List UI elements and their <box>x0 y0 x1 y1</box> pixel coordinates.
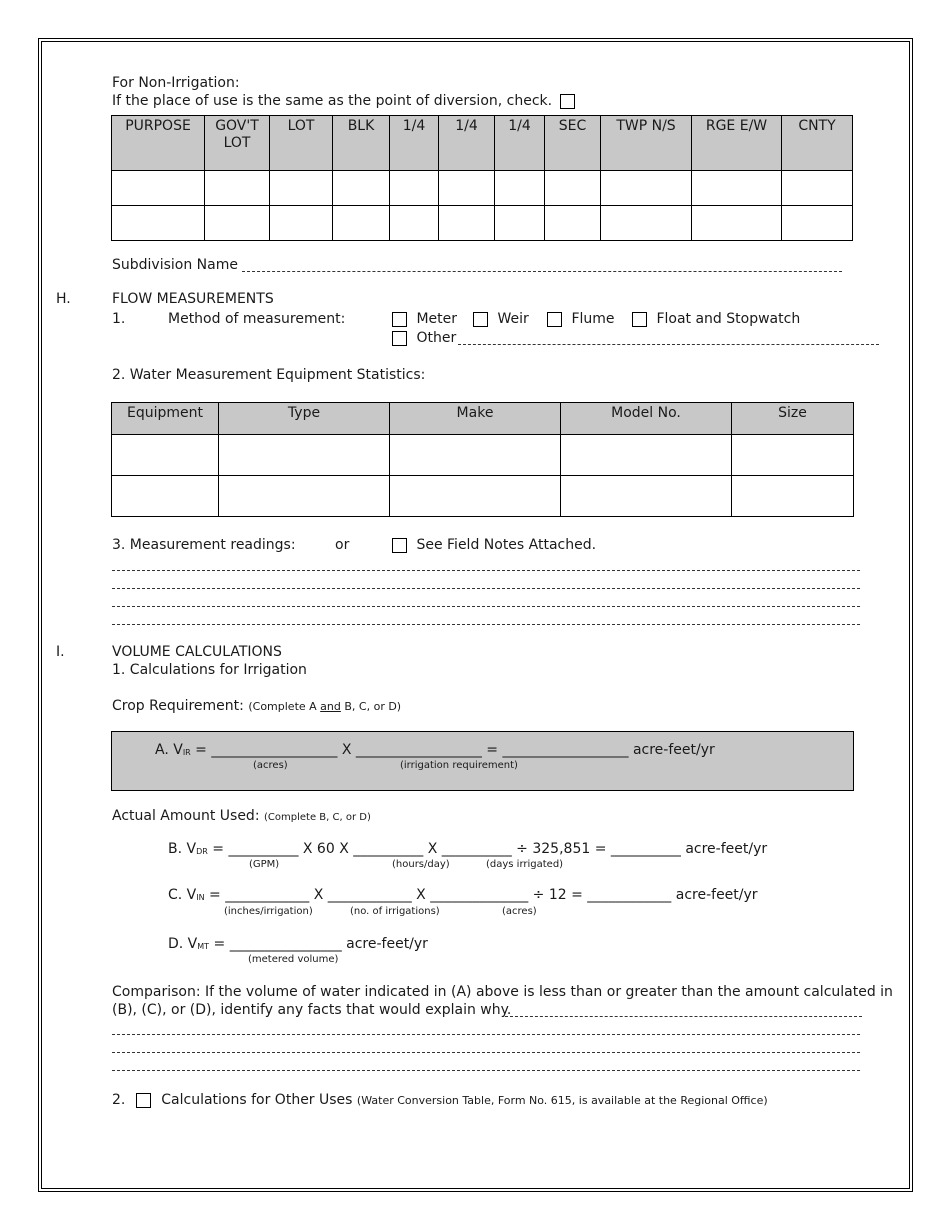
other-uses-label: Calculations for Other Uses <box>161 1092 353 1108</box>
table-cell[interactable] <box>112 171 205 206</box>
formula-c-caption-irrigations: (no. of irrigations) <box>350 906 440 917</box>
col-quarter-3: 1/4 <box>495 116 545 171</box>
table-cell[interactable] <box>112 435 219 476</box>
table-row <box>112 476 854 517</box>
comparison-line[interactable] <box>112 1034 860 1035</box>
formula-b-caption-hours: (hours/day) <box>392 859 450 870</box>
formula-a: A. $V_{IR}$ = __________________ X __________________ = __________________ acre-feet/yr <box>155 742 715 758</box>
field-notes-checkbox[interactable] <box>392 538 407 553</box>
col-size: Size <box>732 403 854 435</box>
or-label: or <box>335 537 350 553</box>
weir-checkbox[interactable] <box>473 312 488 327</box>
formula-b-caption-gpm: (GPM) <box>249 859 280 870</box>
flume-checkbox[interactable] <box>547 312 562 327</box>
table-cell[interactable] <box>390 171 439 206</box>
table-cell[interactable] <box>561 435 732 476</box>
table-cell[interactable] <box>782 206 853 241</box>
col-cnty: CNTY <box>782 116 853 171</box>
table-cell[interactable] <box>205 206 270 241</box>
equipment-table <box>111 402 854 517</box>
table-cell[interactable] <box>692 206 782 241</box>
table-row <box>112 171 853 206</box>
other-label: Other <box>416 330 457 346</box>
col-make: Make <box>390 403 561 435</box>
comparison-line-1: Comparison: If the volume of water indicated in (A) above is less than or greater than the amount calculated in <box>112 984 893 1000</box>
formula-b-caption-days: (days irrigated) <box>486 859 564 870</box>
table-cell[interactable] <box>112 206 205 241</box>
col-type: Type <box>219 403 390 435</box>
item1-number: 1. <box>112 311 126 327</box>
comparison-line[interactable] <box>112 1052 860 1053</box>
table-cell[interactable] <box>561 476 732 517</box>
col-quarter-2: 1/4 <box>439 116 495 171</box>
method-flume <box>547 311 615 327</box>
same-place-checkbox[interactable] <box>560 94 575 109</box>
section-i-title: VOLUME CALCULATIONS <box>112 644 282 660</box>
method-weir <box>473 311 529 327</box>
actual-amount-label: Actual Amount Used: <box>112 808 260 824</box>
table-cell[interactable] <box>219 435 390 476</box>
table-cell[interactable] <box>732 476 854 517</box>
table-cell[interactable] <box>390 476 561 517</box>
other-uses-note: (Water Conversion Table, Form No. 615, is available at the Regional Office) <box>356 1094 768 1107</box>
readings-line[interactable] <box>112 570 860 571</box>
formula-a-caption-irrigation: (irrigation requirement) <box>400 760 518 771</box>
readings-line[interactable] <box>112 624 860 625</box>
meter-label: Meter <box>416 311 458 327</box>
formula-d-caption-metered: (metered volume) <box>248 954 339 965</box>
table-cell[interactable] <box>732 435 854 476</box>
readings-line[interactable] <box>112 588 860 589</box>
section-i-letter: I. <box>56 644 65 660</box>
col-blk: BLK <box>333 116 390 171</box>
formula-c: C. $V_{IN}$ = ____________ X ____________ X ______________ ÷ 12 = ____________ acre-feet/yr <box>168 887 758 903</box>
equipment-stats-label: 2. Water Measurement Equipment Statistics: <box>112 367 426 383</box>
table-cell[interactable] <box>270 171 333 206</box>
col-quarter-1: 1/4 <box>390 116 439 171</box>
col-rge: RGE E/W <box>692 116 782 171</box>
formula-a-caption-acres: (acres) <box>253 760 288 771</box>
section-h-letter: H. <box>56 291 71 307</box>
table-cell[interactable] <box>439 206 495 241</box>
formula-c-caption-acres: (acres) <box>502 906 537 917</box>
formula-c-caption-inches: (inches/irrigation) <box>224 906 313 917</box>
meter-checkbox[interactable] <box>392 312 407 327</box>
table-cell[interactable] <box>270 206 333 241</box>
subdivision-label: Subdivision Name <box>112 257 238 273</box>
col-sec: SEC <box>545 116 601 171</box>
float-label: Float and Stopwatch <box>656 311 801 327</box>
other-checkbox[interactable] <box>392 331 407 346</box>
weir-label: Weir <box>497 311 529 327</box>
table-cell[interactable] <box>219 476 390 517</box>
crop-requirement-label: Crop Requirement: <box>112 698 244 714</box>
table-cell[interactable] <box>439 171 495 206</box>
actual-amount-row <box>112 808 371 824</box>
other-uses-row <box>112 1092 768 1108</box>
comparison-line-2: (B), (C), or (D), identify any facts that would explain why. <box>112 1002 512 1018</box>
col-model-no: Model No. <box>561 403 732 435</box>
formula-d: D. $V_{MT}$ = ________________ acre-feet/yr <box>168 936 428 952</box>
table-cell[interactable] <box>601 171 692 206</box>
table-cell[interactable] <box>692 171 782 206</box>
table-cell[interactable] <box>333 206 390 241</box>
col-equipment: Equipment <box>112 403 219 435</box>
non-irrigation-table <box>111 115 853 241</box>
section-h-title: FLOW MEASUREMENTS <box>112 291 274 307</box>
actual-amount-note: (Complete B, C, or D) <box>264 812 371 823</box>
table-cell[interactable] <box>545 206 601 241</box>
table-cell[interactable] <box>782 171 853 206</box>
method-label: Method of measurement: <box>168 311 346 327</box>
float-checkbox[interactable] <box>632 312 647 327</box>
table-row <box>112 206 853 241</box>
table-cell[interactable] <box>495 171 545 206</box>
crop-requirement-row <box>112 698 401 714</box>
flume-label: Flume <box>571 311 615 327</box>
formula-b: B. $V_{DR}$ = __________ X 60 X __________ X __________ ÷ 325,851 = __________ acre-feet/yr <box>168 841 768 857</box>
table-cell[interactable] <box>601 206 692 241</box>
table-cell[interactable] <box>333 171 390 206</box>
table-cell[interactable] <box>390 206 439 241</box>
method-other <box>392 330 456 346</box>
table-cell[interactable] <box>495 206 545 241</box>
method-meter <box>392 311 457 327</box>
same-place-label: If the place of use is the same as the point of diversion, check. <box>112 93 553 109</box>
other-method-line[interactable] <box>458 344 879 345</box>
other-uses-number: 2. <box>112 1092 126 1108</box>
table-cell[interactable] <box>390 435 561 476</box>
col-govt-lot: GOV'T LOT <box>205 116 270 171</box>
col-purpose: PURPOSE <box>112 116 205 171</box>
table-cell[interactable] <box>112 476 219 517</box>
same-place-check-row <box>112 93 575 109</box>
field-notes-label: See Field Notes Attached. <box>416 537 597 553</box>
subdivision-name-line[interactable] <box>242 271 842 272</box>
table-cell[interactable] <box>545 171 601 206</box>
comparison-line[interactable] <box>505 1016 862 1017</box>
field-notes-option <box>392 537 596 553</box>
method-float <box>632 311 800 327</box>
col-lot: LOT <box>270 116 333 171</box>
crop-requirement-note: (Complete A and B, C, or D) <box>248 700 402 713</box>
other-uses-checkbox[interactable] <box>136 1093 151 1108</box>
readings-label: 3. Measurement readings: <box>112 537 296 553</box>
comparison-line[interactable] <box>112 1070 860 1071</box>
col-twp: TWP N/S <box>601 116 692 171</box>
table-cell[interactable] <box>205 171 270 206</box>
table-row <box>112 435 854 476</box>
irrigation-calc-heading: 1. Calculations for Irrigation <box>112 662 307 678</box>
readings-line[interactable] <box>112 606 860 607</box>
non-irrigation-title: For Non-Irrigation: <box>112 75 240 91</box>
